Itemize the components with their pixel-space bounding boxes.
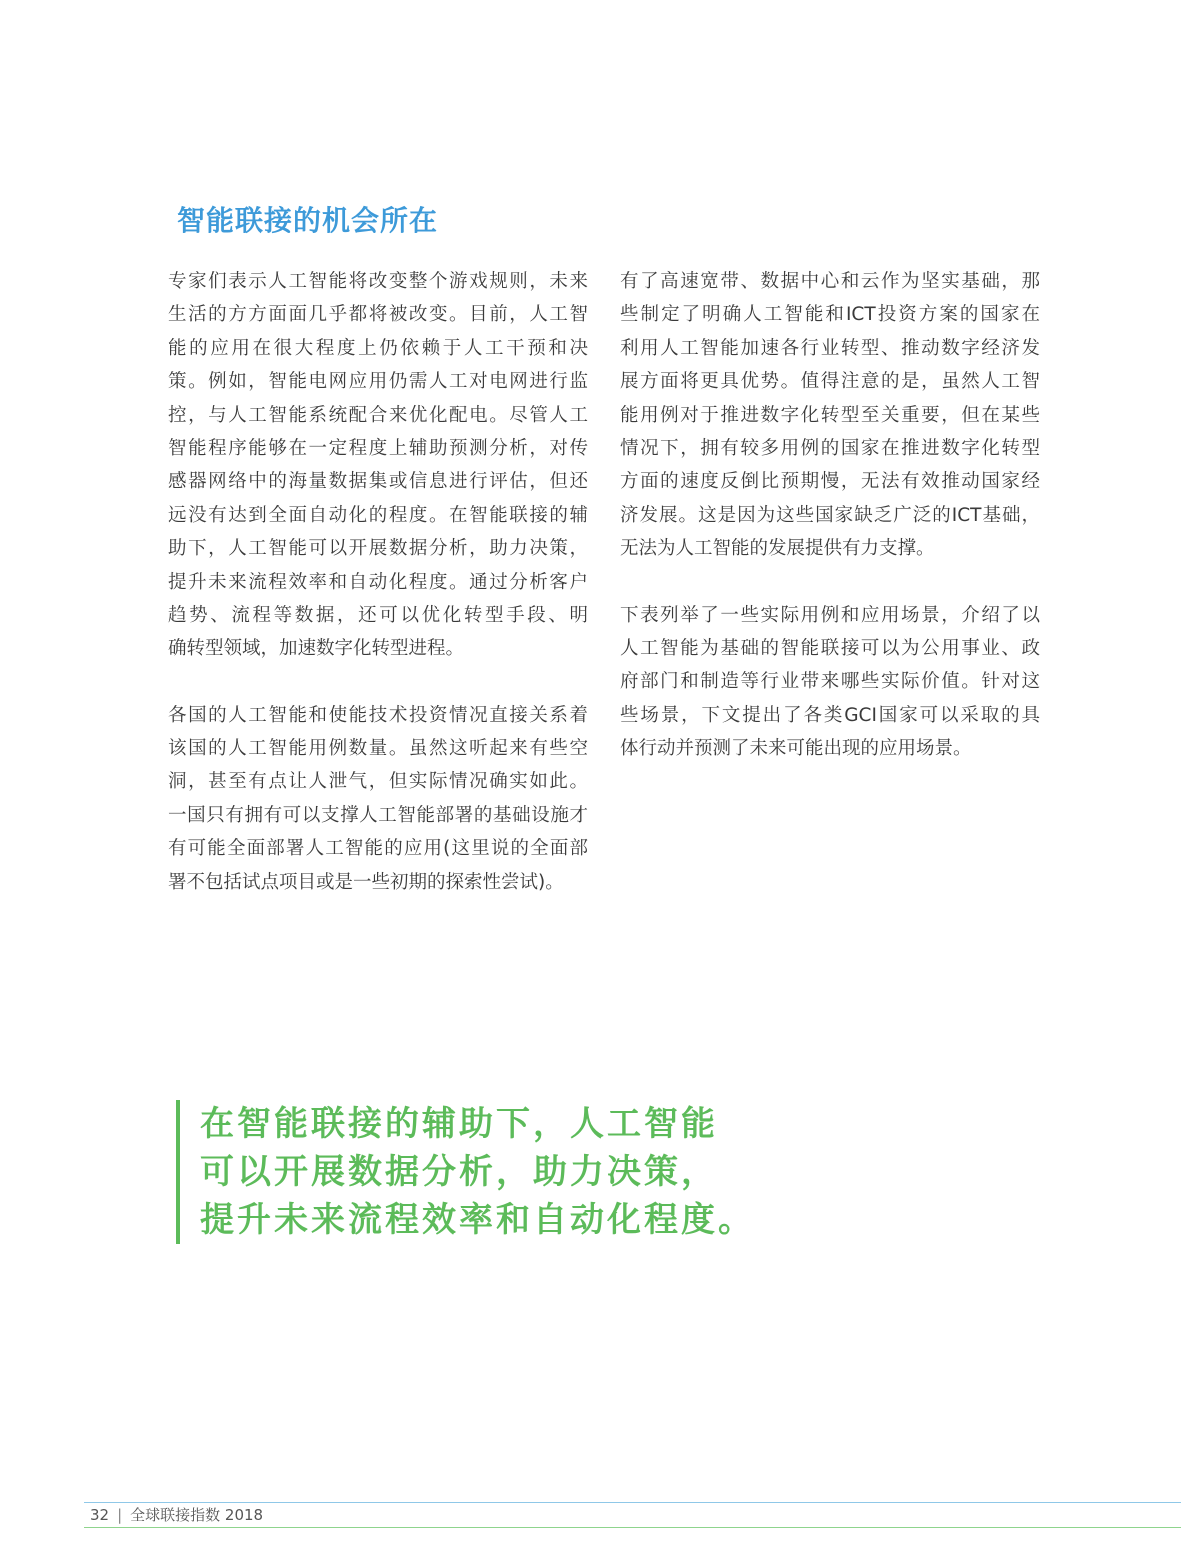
text-line: 有可能全面部署人工智能的应用(这里说的全面部 <box>168 838 588 860</box>
text-line: 些场景，下文提出了各类GCI国家可以采取的具 <box>620 704 1040 726</box>
right-paragraph-2 <box>620 599 1040 766</box>
text-line: 济发展。这是因为这些国家缺乏广泛的ICT基础， <box>620 504 1040 526</box>
text-line: 一国只有拥有可以支撑人工智能部署的基础设施才 <box>168 804 588 826</box>
text-line: 智能程序能够在一定程度上辅助预测分析，对传 <box>168 437 588 459</box>
text-line: 趋势、流程等数据，还可以优化转型手段、明 <box>168 604 588 626</box>
pull-quote-line: 提升未来流程效率和自动化程度。 <box>200 1200 755 1240</box>
footer-divider-green <box>84 1527 1181 1528</box>
text-line: 下表列举了一些实际用例和应用场景，介绍了以 <box>620 604 1040 626</box>
page-footer <box>90 1505 263 1525</box>
text-line: 展方面将更具优势。值得注意的是，虽然人工智 <box>620 371 1040 393</box>
text-line: 远没有达到全面自动化的程度。在智能联接的辅 <box>168 504 588 526</box>
pull-quote-line: 可以开展数据分析，助力决策， <box>200 1152 718 1192</box>
text-line: 策。例如，智能电网应用仍需人工对电网进行监 <box>168 371 588 393</box>
text-line: 提升未来流程效率和自动化程度。通过分析客户 <box>168 571 588 593</box>
pull-quote <box>176 1100 755 1244</box>
footer-separator: | <box>117 1506 123 1524</box>
text-line: 些制定了明确人工智能和ICT投资方案的国家在 <box>620 304 1040 326</box>
text-line: 洞，甚至有点让人泄气，但实际情况确实如此。 <box>168 771 588 793</box>
text-line: 利用人工智能加速各行业转型、推动数字经济发 <box>620 337 1040 359</box>
left-column <box>168 265 588 932</box>
left-paragraph-2 <box>168 699 588 899</box>
text-line: 控，与人工智能系统配合来优化配电。尽管人工 <box>168 404 588 426</box>
left-paragraph-1 <box>168 265 588 666</box>
text-line: 能用例对于推进数字化转型至关重要，但在某些 <box>620 404 1040 426</box>
text-line: 体行动并预测了未来可能出现的应用场景。 <box>620 738 972 760</box>
text-line: 有了高速宽带、数据中心和云作为坚实基础，那 <box>620 271 1040 292</box>
text-line: 情况下，拥有较多用例的国家在推进数字化转型 <box>620 437 1040 459</box>
text-line: 确转型领域，加速数字化转型进程。 <box>168 638 465 660</box>
right-paragraph-1 <box>620 265 1040 566</box>
right-column <box>620 265 1040 798</box>
page-number: 32 <box>90 1506 110 1524</box>
text-line: 能的应用在很大程度上仍依赖于人工干预和决 <box>168 337 588 359</box>
text-line: 专家们表示人工智能将改变整个游戏规则，未来 <box>168 271 588 292</box>
text-line: 无法为人工智能的发展提供有力支撑。 <box>620 538 935 560</box>
text-line: 府部门和制造等行业带来哪些实际价值。针对这 <box>620 671 1040 693</box>
publication-title: 全球联接指数 2018 <box>130 1506 264 1524</box>
text-line: 生活的方方面面几乎都将被改变。目前，人工智 <box>168 304 588 326</box>
text-line: 感器网络中的海量数据集或信息进行评估，但还 <box>168 471 588 493</box>
text-line: 该国的人工智能用例数量。虽然这听起来有些空 <box>168 738 588 760</box>
text-line: 各国的人工智能和使能技术投资情况直接关系着 <box>168 704 588 726</box>
text-line: 人工智能为基础的智能联接可以为公用事业、政 <box>620 637 1040 659</box>
pull-quote-line: 在智能联接的辅助下，人工智能 <box>200 1104 718 1144</box>
text-line: 助下，人工智能可以开展数据分析，助力决策， <box>168 538 588 560</box>
text-line: 署不包括试点项目或是一些初期的探索性尝试)。 <box>168 871 564 893</box>
section-title: 智能联接的机会所在 <box>177 204 439 237</box>
text-line: 方面的速度反倒比预期慢，无法有效推动国家经 <box>620 471 1040 493</box>
footer-divider-blue <box>84 1502 1181 1503</box>
